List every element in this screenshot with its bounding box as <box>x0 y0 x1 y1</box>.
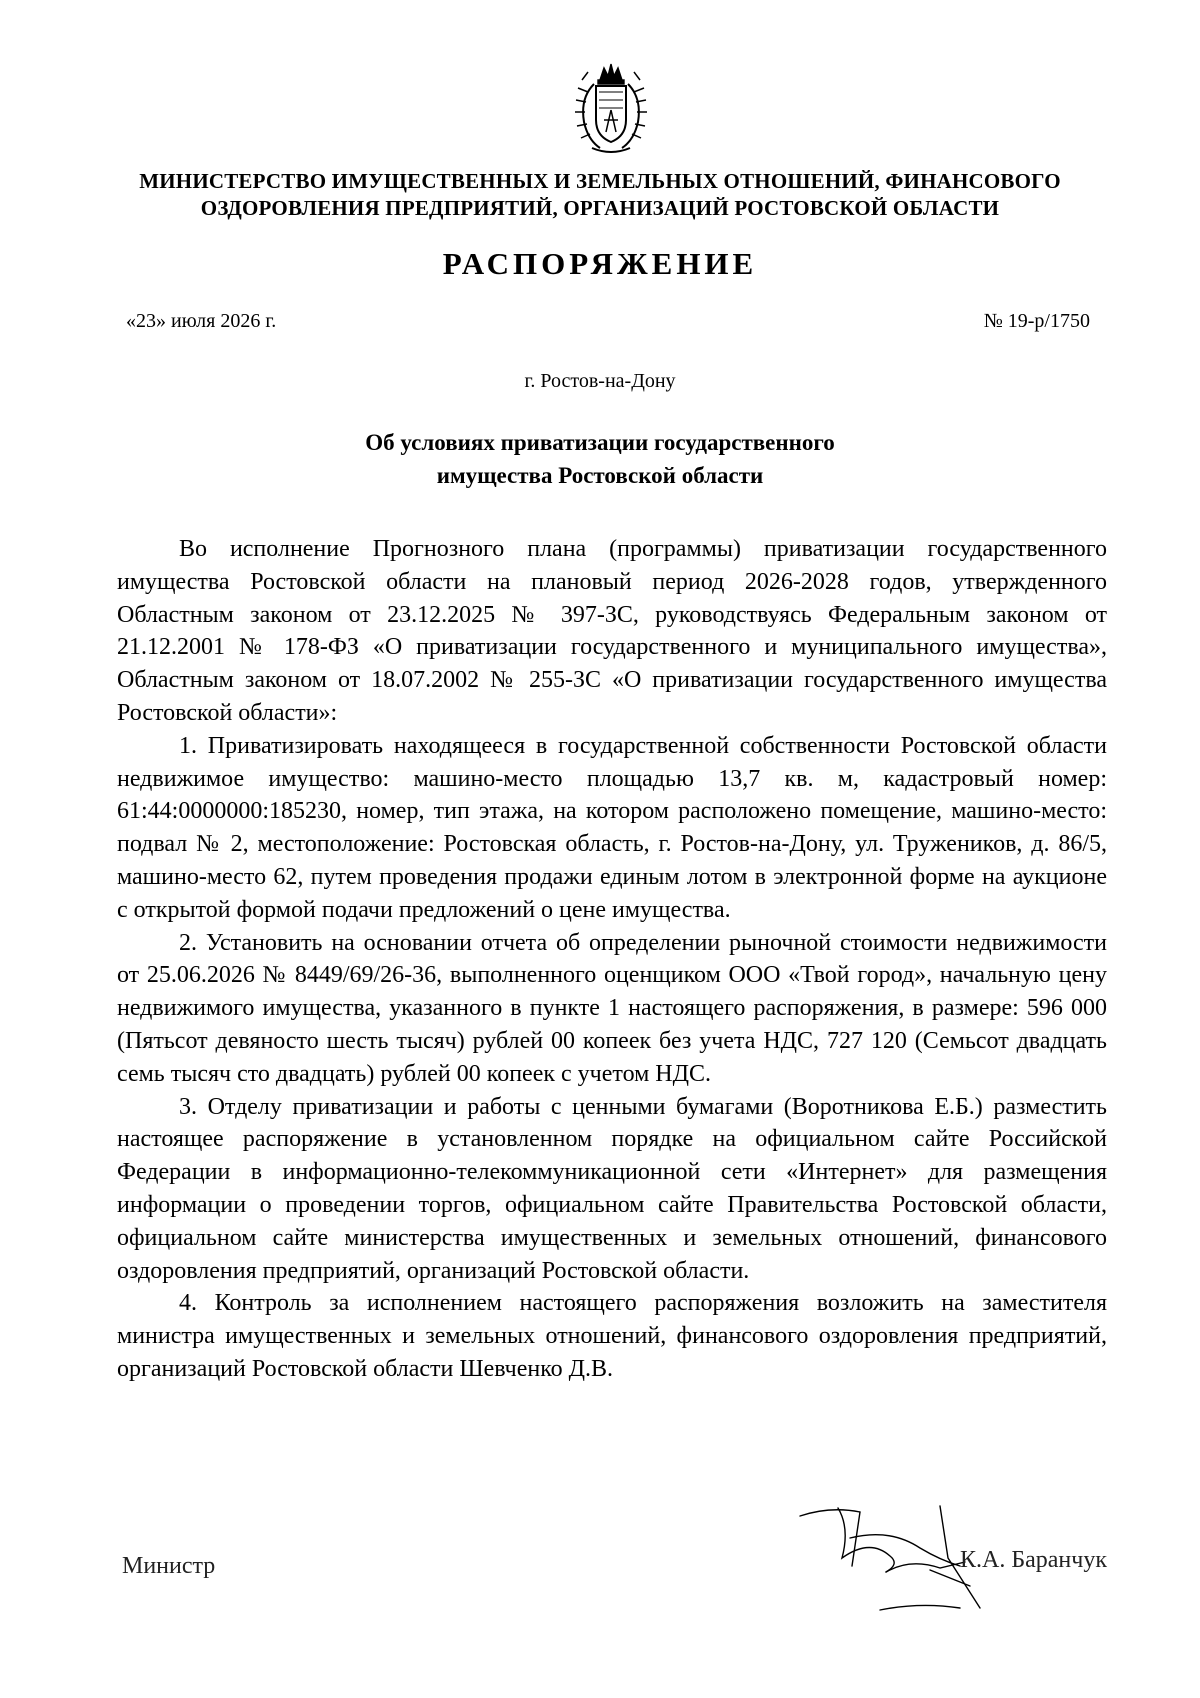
document-date: «23» июля 2026 г. <box>126 310 277 332</box>
coat-of-arms-icon <box>570 62 652 158</box>
document-city: г. Ростов-на-Дону <box>524 370 676 392</box>
preamble-paragraph: Во исполнение Прогнозного плана (программы) приватизации государственного имущества Ростовской области на плановый период 2026-2028 годов, утвержденного Областным законом от 23.12.2025 № 397-ЗС, руководствуясь Федеральным законом от 21.12.2001 № 178-ФЗ «О приватизации государственного и муниципального имущества», Областным законом от 18.07.2002 № 255-ЗС «О приватизации государственного имущества Ростовской области»: <box>117 536 1107 726</box>
subject-line2: имущества Ростовской области <box>436 463 764 488</box>
signatory-name: К.А. Баранчук <box>960 1547 1107 1573</box>
item-2-paragraph: 2. Установить на основании отчета об определении рыночной стоимости недвижимости от 25.06.2026 № 8449/69/26-36, выполненного оценщиком ООО «Твой город», начальную цену недвижимого имущества, указанного в пункте 1 настоящего распоряжения, в размере: 596 000 (Пятьсот девяносто шесть тысяч) рублей 00 копеек без учета НДС, 727 120 (Семьсот двадцать семь тысяч сто двадцать) рублей 00 копеек с учетом НДС. <box>117 929 1107 1087</box>
ministry-name <box>60 168 1140 222</box>
item-4-paragraph: 4. Контроль за исполнением настоящего распоряжения возложить на заместителя министра имущественных и земельных отношений, финансового оздоровления предприятий, организаций Ростовской области Шевченко Д.В. <box>117 1290 1107 1382</box>
ministry-name-line1: МИНИСТЕРСТВО ИМУЩЕСТВЕННЫХ И ЗЕМЕЛЬНЫХ ОТНОШЕНИЙ, ФИНАНСОВОГО <box>139 169 1061 193</box>
ministry-name-line2: ОЗДОРОВЛЕНИЯ ПРЕДПРИЯТИЙ, ОРГАНИЗАЦИЙ РОСТОВСКОЙ ОБЛАСТИ <box>200 196 1000 220</box>
signatory-title: Министр <box>122 1553 216 1579</box>
document-number: № 19-р/1750 <box>983 310 1090 332</box>
document-type: РАСПОРЯЖЕНИЕ <box>442 246 758 281</box>
subject-line1: Об условиях приватизации государственного <box>365 430 835 455</box>
document-subject <box>200 426 1000 492</box>
item-3-paragraph: 3. Отделу приватизации и работы с ценными бумагами (Воротникова Е.Б.) разместить настоящее распоряжение в установленном порядке на официальном сайте Российской Федерации в информационно-телекоммуникационной сети «Интернет» для размещения информации о проведении торгов, официальном сайте Правительства Ростовской области, официальном сайте министерства имущественных и земельных отношений, финансового оздоровления предприятий, организаций Ростовской области. <box>117 1093 1107 1284</box>
item-1-paragraph: 1. Приватизировать находящееся в государственной собственности Ростовской области недвижимое имущество: машино-место площадью 13,7 кв. м, кадастровый номер: 61:44:0000000:185230, номер, тип этажа, на котором расположено помещение, машино-место: подвал № 2, местоположение: Ростовская область, г. Ростов-на-Дону, ул. Тружеников, д. 86/5, машино-место 62, путем проведения продажи единым лотом в электронной форме на аукционе с открытой формой подачи предложений о цене имущества. <box>117 732 1107 923</box>
document-body <box>117 533 1107 1386</box>
